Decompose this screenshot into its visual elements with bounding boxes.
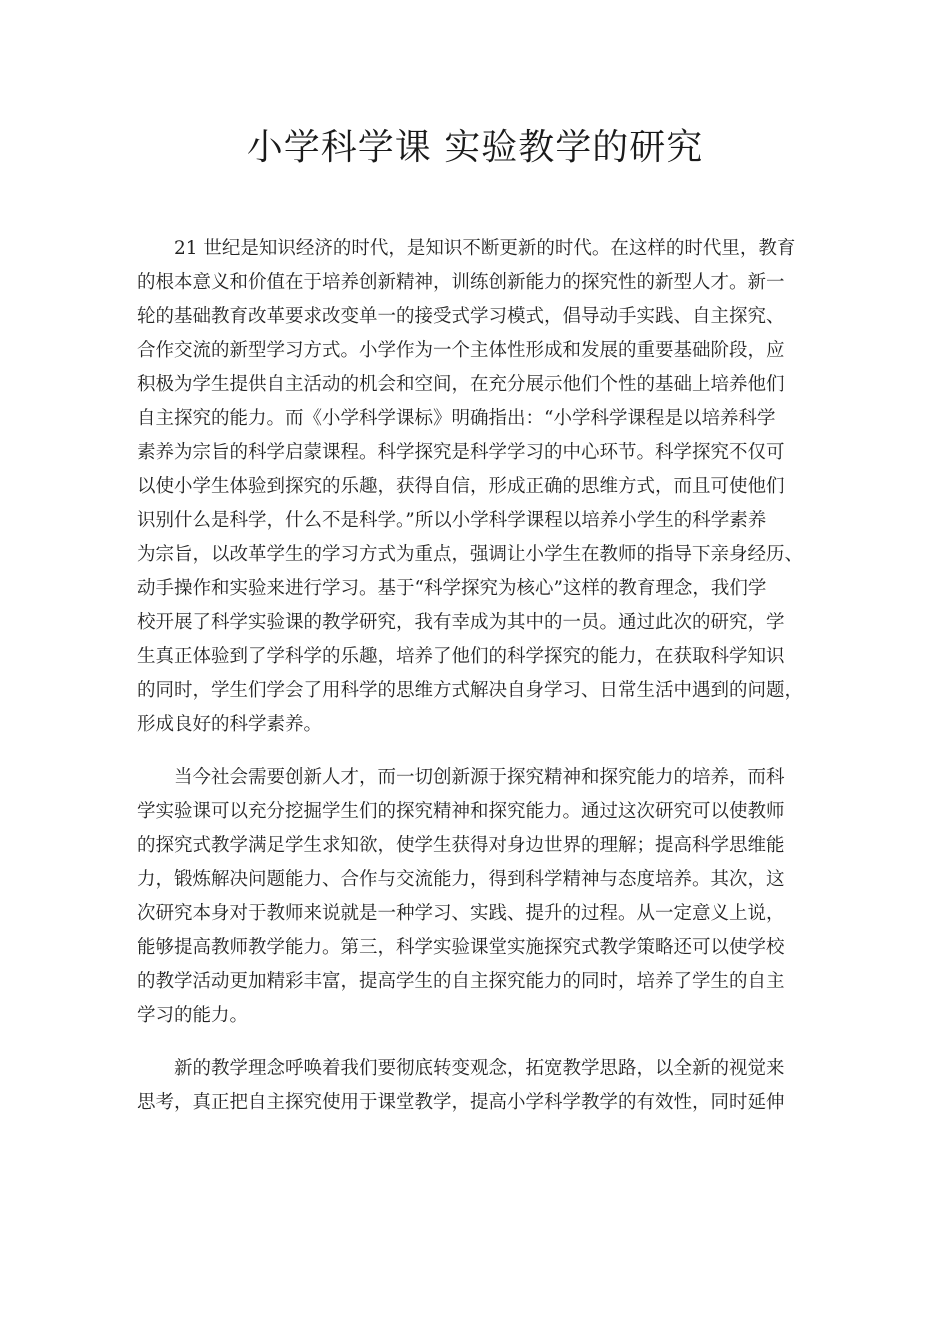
- text-line: 识别什么是科学，什么不是科学。”所以小学科学课程以培养小学生的科学素养: [137, 510, 767, 531]
- text-line: 的同时，学生们学会了用科学的思维方式解决自身学习、日常生活中遇到的问题，: [137, 680, 804, 701]
- text-line: 当今社会需要创新人才，而一切创新源于探究精神和探究能力的培养，而科: [174, 767, 785, 788]
- text-line: 生真正体验到了学科学的乐趣，培养了他们的科学探究的能力，在获取科学知识: [137, 646, 785, 667]
- text-line: 合作交流的新型学习方式。小学作为一个主体性形成和发展的重要基础阶段，应: [137, 340, 785, 361]
- paragraph-1: [137, 232, 817, 742]
- text-line: 21 世纪是知识经济的时代，是知识不断更新的时代。在这样的时代里，教育: [174, 238, 796, 259]
- text-line: 的探究式教学满足学生求知欲，使学生获得对身边世界的理解；提高科学思维能: [137, 835, 785, 856]
- text-line: 动手操作和实验来进行学习。基于“科学探究为核心”这样的教育理念，我们学: [137, 578, 767, 599]
- text-line: 学实验课可以充分挖掘学生们的探究精神和探究能力。通过这次研究可以使教师: [137, 801, 785, 822]
- text-line: 力，锻炼解决问题能力、合作与交流能力，得到科学精神与态度培养。其次，这: [137, 869, 785, 890]
- text-line: 思考，真正把自主探究使用于课堂教学，提高小学科学教学的有效性，同时延伸: [137, 1092, 785, 1113]
- document-body: [137, 232, 817, 1120]
- text-line: 自主探究的能力。而《小学科学课标》明确指出：“小学科学课程是以培养科学: [137, 408, 776, 429]
- text-line: 次研究本身对于教师来说就是一种学习、实践、提升的过程。从一定意义上说，: [137, 903, 785, 924]
- text-line: 的根本意义和价值在于培养创新精神，训练创新能力的探究性的新型人才。新一: [137, 272, 785, 293]
- text-line: 素养为宗旨的科学启蒙课程。科学探究是科学学习的中心环节。科学探究不仅可: [137, 442, 785, 463]
- text-line: 新的教学理念呼唤着我们要彻底转变观念，拓宽教学思路，以全新的视觉来: [174, 1058, 785, 1079]
- text-line: 形成良好的科学素养。: [137, 714, 323, 735]
- paragraph-spacer: [137, 1033, 817, 1052]
- text-line: 为宗旨，以改革学生的学习方式为重点，强调让小学生在教师的指导下亲身经历、: [137, 544, 804, 565]
- document-title: 小学科学课 实验教学的研究: [246, 127, 704, 168]
- text-line: 积极为学生提供自主活动的机会和空间，在充分展示他们个性的基础上培养他们: [137, 374, 785, 395]
- text-line: 以使小学生体验到探究的乐趣，获得自信，形成正确的思维方式，而且可使他们: [137, 476, 785, 497]
- paragraph-3: [137, 1052, 817, 1120]
- text-line: 能够提高教师教学能力。第三，科学实验课堂实施探究式教学策略还可以使学校: [137, 937, 785, 958]
- text-line: 的教学活动更加精彩丰富，提高学生的自主探究能力的同时，培养了学生的自主: [137, 971, 785, 992]
- text-line: 轮的基础教育改革要求改变单一的接受式学习模式，倡导动手实践、自主探究、: [137, 306, 785, 327]
- paragraph-spacer: [137, 742, 817, 761]
- text-line: 校开展了科学实验课的教学研究，我有幸成为其中的一员。通过此次的研究，学: [137, 612, 785, 633]
- paragraph-2: [137, 761, 817, 1033]
- text-line: 学习的能力。: [137, 1005, 249, 1026]
